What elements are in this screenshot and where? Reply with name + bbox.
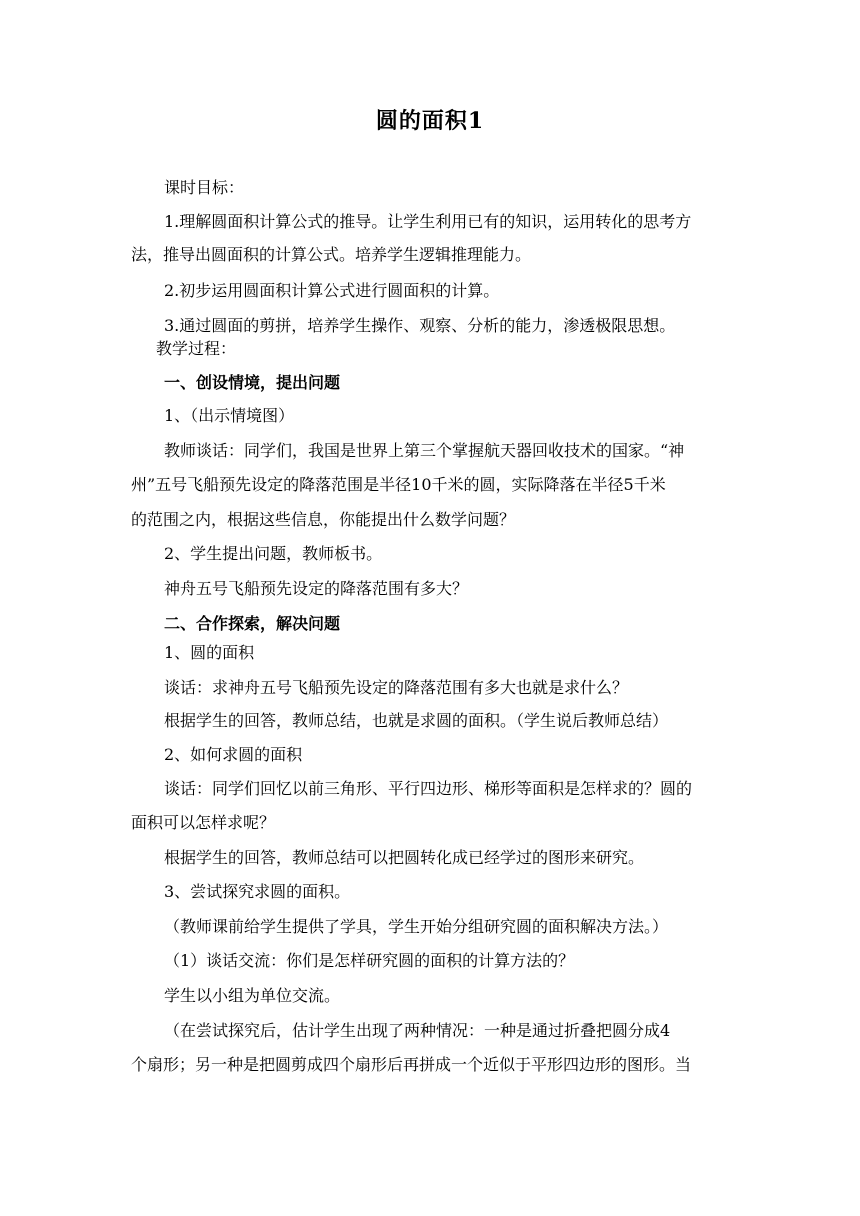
text-line: 1.理解圆面积计算公式的推导。让学生利用已有的知识，运用转化的思考方 — [164, 212, 692, 231]
text-line: 2、如何求圆的面积 — [164, 745, 303, 764]
text-line: 3.通过圆面的剪拼，培养学生操作、观察、分析的能力，渗透极限思想。 — [164, 316, 676, 335]
text-line: 面积可以怎样求呢？ — [131, 813, 276, 832]
text-line: 谈话：同学们回忆以前三角形、平行四边形、梯形等面积是怎样求的？圆的 — [164, 779, 693, 798]
text-line: 课时目标： — [164, 178, 245, 197]
text-line: 谈话：求神舟五号飞船预先设定的降落范围有多大也就是求什么？ — [164, 678, 629, 697]
text-line: 个扇形；另一种是把圆剪成四个扇形后再拼成一个近似于平形四边形的图形。当 — [131, 1055, 692, 1074]
text-line: 州”五号飞船预先设定的降落范围是半径10千米的圆，实际降落在半径5千米 — [131, 475, 666, 494]
text-line: 1、（出示情境图） — [164, 406, 295, 425]
text-line: 法，推导出圆面积的计算公式。培养学生逻辑推理能力。 — [131, 245, 532, 264]
text-line: 2.初步运用圆面积计算公式进行圆面积的计算。 — [164, 281, 500, 300]
text-line: （1）谈话交流：你们是怎样研究圆的面积的计算方法的？ — [164, 951, 575, 970]
text-line: 学生以小组为单位交流。 — [164, 986, 341, 1005]
text-line: 1、圆的面积 — [164, 643, 255, 662]
text-line: 神舟五号飞船预先设定的降落范围有多大？ — [164, 579, 469, 598]
text-line: 根据学生的回答，教师总结可以把圆转化成已经学过的图形来研究。 — [164, 848, 645, 867]
text-line: 教学过程： — [156, 339, 237, 358]
text-line: 3、尝试探究求圆的面积。 — [164, 882, 351, 901]
text-line: （在尝试探究后，估计学生出现了两种情况：一种是通过折叠把圆分成4 — [164, 1021, 671, 1040]
section-heading: 二、合作探索，解决问题 — [164, 614, 341, 633]
text-line: 教师谈话：同学们，我国是世界上第三个掌握航天器回收技术的国家。“神 — [164, 441, 685, 460]
text-line: 2、学生提出问题，教师板书。 — [164, 544, 383, 563]
section-heading: 一、创设情境，提出问题 — [164, 373, 341, 392]
page-title: 圆的面积1 — [375, 108, 485, 134]
text-line: （教师课前给学生提供了学具，学生开始分组研究圆的面积解决方法。） — [164, 917, 669, 936]
text-line: 根据学生的回答，教师总结，也就是求圆的面积。（学生说后教师总结） — [164, 711, 669, 730]
text-line: 的范围之内，根据这些信息，你能提出什么数学问题？ — [131, 510, 516, 529]
